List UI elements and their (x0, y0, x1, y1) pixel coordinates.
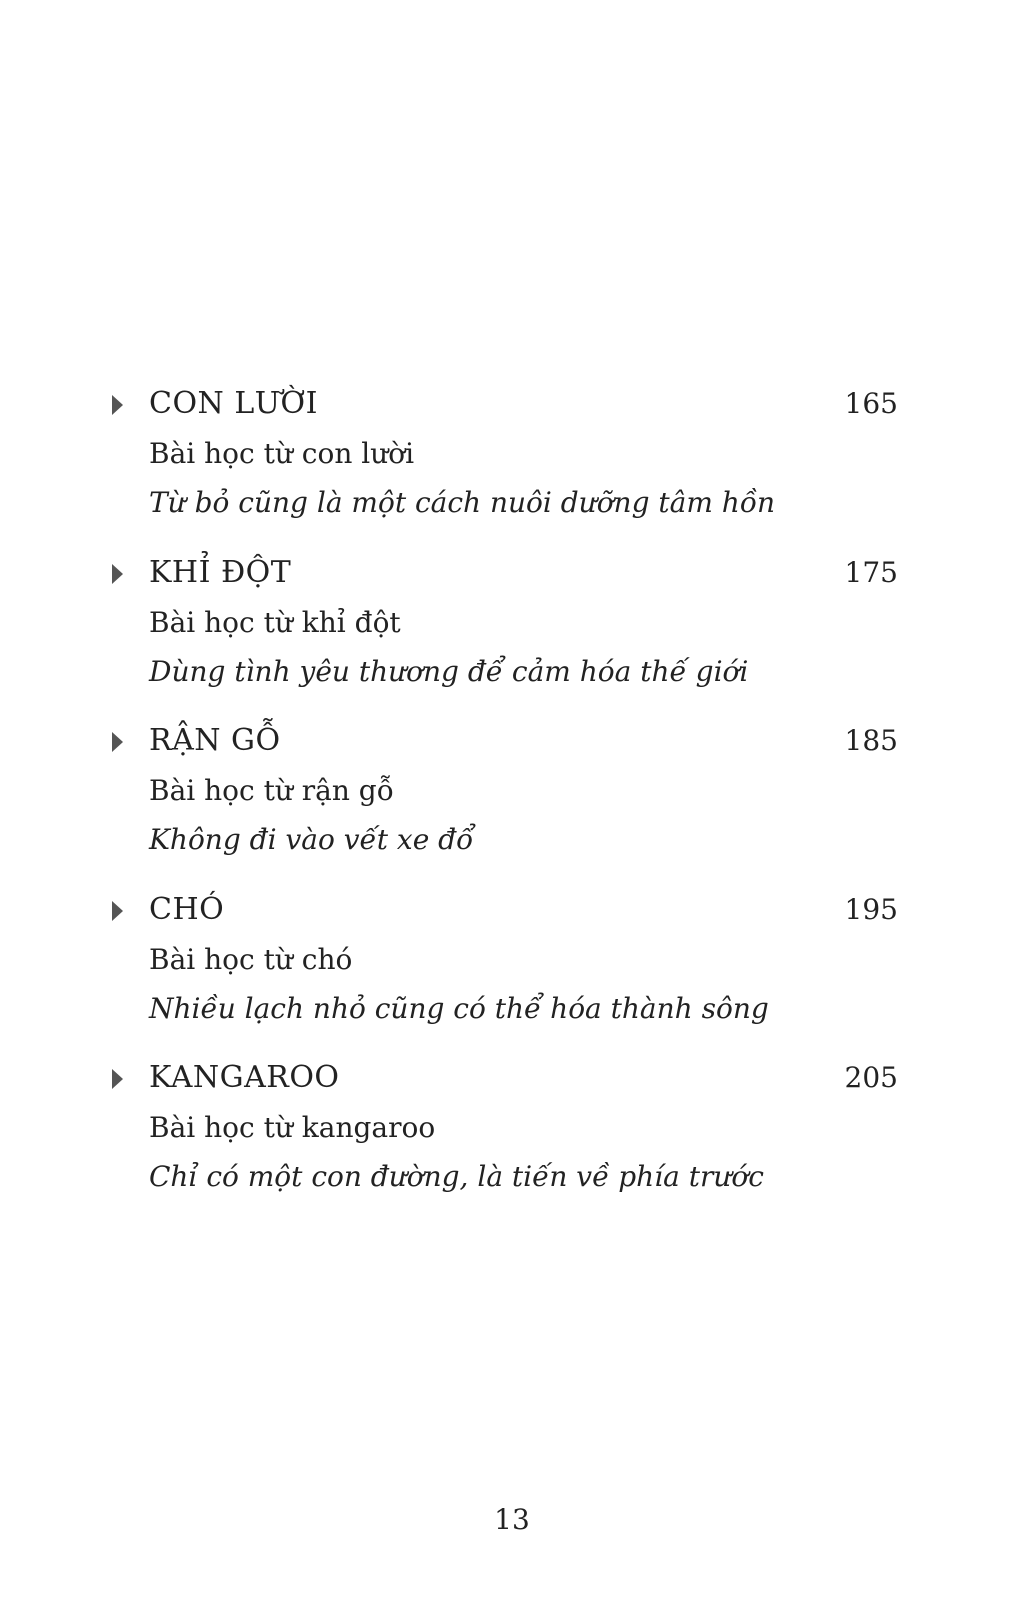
chapter-title[interactable]: KHỈ ĐỘT (149, 555, 292, 590)
chapter-lesson: Bài học từ con lười (149, 437, 415, 470)
chapter-page-number[interactable]: 205 (844, 1061, 898, 1094)
chapter-lesson: Bài học từ kangaroo (149, 1111, 436, 1144)
toc-entry[interactable] (0, 553, 1024, 703)
toc-entry[interactable] (0, 1058, 1024, 1208)
triangle-marker-icon (112, 1069, 123, 1089)
triangle-marker-icon (112, 732, 123, 752)
chapter-page-number[interactable]: 165 (844, 387, 898, 420)
chapter-lesson: Bài học từ rận gỗ (149, 774, 394, 807)
chapter-title[interactable]: CON LƯỜI (149, 386, 318, 421)
chapter-quote: Chỉ có một con đường, là tiến về phía trước (149, 1160, 764, 1193)
chapter-page-number[interactable]: 175 (844, 556, 898, 589)
chapter-title[interactable]: KANGAROO (149, 1060, 340, 1095)
chapter-title[interactable]: CHÓ (149, 892, 225, 927)
chapter-quote: Dùng tình yêu thương để cảm hóa thế giới (149, 655, 749, 688)
toc-entry[interactable] (0, 890, 1024, 1040)
chapter-lesson: Bài học từ khỉ đột (149, 606, 401, 639)
toc-entry[interactable] (0, 721, 1024, 871)
toc-entry[interactable] (0, 384, 1024, 534)
chapter-quote: Nhiều lạch nhỏ cũng có thể hóa thành sông (149, 992, 769, 1025)
chapter-page-number[interactable]: 185 (844, 724, 898, 757)
triangle-marker-icon (112, 395, 123, 415)
chapter-quote: Từ bỏ cũng là một cách nuôi dưỡng tâm hồn (149, 486, 776, 519)
chapter-page-number[interactable]: 195 (844, 893, 898, 926)
chapter-lesson: Bài học từ chó (149, 943, 353, 976)
chapter-title[interactable]: RẬN GỖ (149, 723, 281, 758)
page-number: 13 (494, 1503, 530, 1536)
triangle-marker-icon (112, 901, 123, 921)
chapter-quote: Không đi vào vết xe đổ (149, 823, 474, 856)
triangle-marker-icon (112, 564, 123, 584)
